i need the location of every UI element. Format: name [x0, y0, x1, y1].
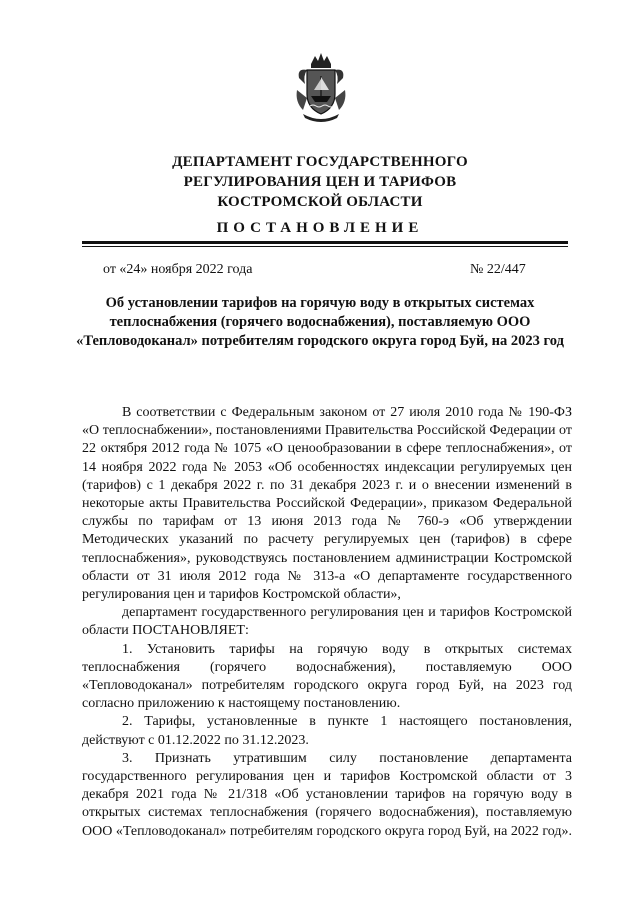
- body-paragraph-preamble: В соответствии с Федеральным законом от 27 июля 2010 года № 190-ФЗ «О теплоснабжении», постановлениями Правительства Российской Федерации от 22 октября 2012 года № 1075 «О ценообразовании в сфере теплоснабжения», от 14 ноября 2022 года № 2053 «Об особенностях индексации регулируемых цен (тарифов) с 1 декабря 2022 г. по 31 декабря 2023 г. и о внесении изменений в некоторые акты Правительства Российской Федерации», приказом Федеральной службы по тарифам от 13 июня 2013 года № 760-э «Об утверждении Методических указаний по расчету регулируемых цен (тарифов) в сфере теплоснабжения», руководствуясь постановлением администрации Костромской области от 31 июля 2012 года № 313-а «О департаменте государственного регулирования цен и тарифов Костромской области»,: [82, 405, 572, 603]
- body-paragraph-item-1: 1. Установить тарифы на горячую воду в открытых системах теплоснабжения (горячего водоснабжения), поставляемую ООО «Тепловодоканал» потребителям городского округа город Буй, на 2023 год согласно приложению к настоящему постановлению.: [82, 641, 572, 712]
- document-number: № 22/447: [470, 262, 526, 277]
- department-name-line-3: КОСТРОМСКОЙ ОБЛАСТИ: [217, 194, 423, 210]
- document-date: от «24» ноября 2022 года: [103, 262, 253, 277]
- body-paragraph-resolves: департамент государственного регулирования цен и тарифов Костромской области ПОСТАНОВЛЯЕТ:: [82, 605, 572, 639]
- document-type-heading: ПОСТАНОВЛЕНИЕ: [216, 220, 424, 236]
- header-divider-thin: [82, 246, 568, 247]
- department-name-line-2: РЕГУЛИРОВАНИЯ ЦЕН И ТАРИФОВ: [183, 174, 457, 190]
- body-paragraph-item-3: 3. Признать утратившим силу постановление департамента государственного регулирования цен и тарифов Костромской области от 3 декабря 2021 года № 21/318 «Об установлении тарифов на горячую воду в открытых системах теплоснабжения (горячего водоснабжения), поставляемую ООО «Тепловодоканал» потребителям городского округа город Буй, на 2022 год».: [82, 750, 572, 839]
- document-body: [82, 404, 572, 841]
- document-title: Об установлении тарифов на горячую воду в открытых системах теплоснабжения (горячего водоснабжения), поставляемую ООО «Тепловодоканал» потребителям городского округа город Буй, на 2023 год: [76, 295, 564, 349]
- body-paragraph-item-2: 2. Тарифы, установленные в пункте 1 настоящего постановления, действуют с 01.12.2022 по 31.12.2023.: [82, 714, 572, 748]
- header-divider-thick: [82, 241, 568, 244]
- coat-of-arms-icon: [293, 50, 349, 124]
- department-name-line-1: ДЕПАРТАМЕНТ ГОСУДАРСТВЕННОГО: [172, 154, 468, 170]
